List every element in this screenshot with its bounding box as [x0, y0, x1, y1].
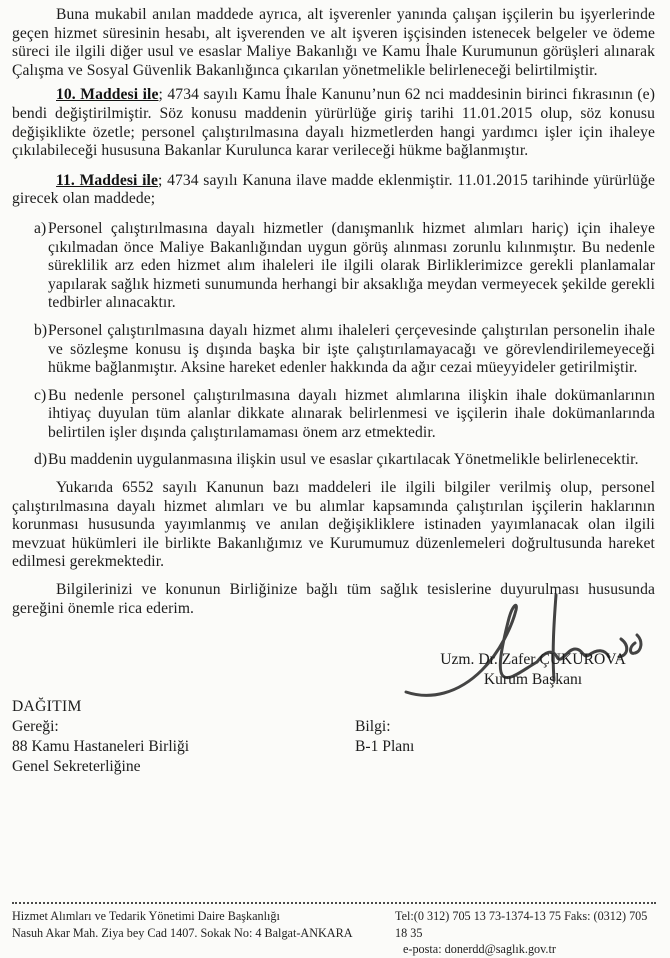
list-item-marker: b) [34, 321, 48, 339]
list-item-marker: a) [34, 219, 47, 237]
paragraph-closing: Bilgilerinizi ve konunun Birliğinize bağlı tüm sağlık tesislerine duyurulması hususunda gereğini önemle rica ederim. [12, 581, 655, 617]
distribution-bilgi-value: B-1 Planı [355, 738, 415, 755]
list-item [12, 451, 655, 470]
distribution-heading: DAĞITIM [12, 698, 82, 715]
distribution-geregi-line2: Genel Sekreterliğine [12, 758, 141, 775]
article-11-lead: 11. Maddesi ile [56, 171, 158, 189]
distribution-bilgi-label: Bilgi: [355, 718, 391, 735]
distribution-bilgi-block [355, 717, 414, 757]
footer-department-name: Hizmet Alımları ve Tedarik Yönetimi Daire Başkanlığı [12, 909, 280, 923]
article-10-text: ; 4734 sayılı Kamu İhale Kanunu’nun 62 nci maddesinin birinci fıkrasının (e) bendi değiştirilmiştir. Söz konusu maddenin yürürlüğe giriş tarihi 11.01.2015 olup, söz konusu değişiklikte özetle; personel çalıştırılmasına dayalı hizmetlerden hangi yardımcı işler için ihaleye çıkılabileceği hususuna Bakanlar Kurulunca karar verileceği hükme bağlanmıştır. [12, 86, 655, 160]
list-item-text: Personel çalıştırılmasına dayalı hizmet alımı ihaleleri çerçevesinde çalıştırılan personelin ihale ve sözleşme konusu iş dışında başka bir işte çalıştırılamayacağı ve görevlendirilemeyeceği hükme bağlanmıştır. Aksine hareket edenler hakkında da ağır cezai müeyyideler getirilmiştir. [48, 321, 655, 377]
paragraph-summary: Yukarıda 6552 sayılı Kanunun bazı maddeleri ile ilgili bilgiler verilmiş olup, personel çalıştırılmasına dayalı hizmet alımları ve bu alımlar kapsamında çalıştırılan işçilerin haklarının korunması hususunda yayımlanmış ve anılan değişikliklere istinaden yayımlanacak olan ilgili mevzuat hükümleri ile birlikte Bakanlığımız ve Kurumumuz düzenlemeleri doğrultusunda hareket edilmesi gerekmektedir. [12, 479, 655, 571]
footer-contact-block [395, 908, 656, 958]
article-10-lead: 10. Maddesi ile [56, 86, 159, 104]
list-item [12, 220, 655, 313]
list-item-text: Bu maddenin uygulanmasına ilişkin usul ve esaslar çıkartılacak Yönetmelikle belirlenecektir. [48, 451, 639, 469]
footer-department-block [12, 908, 395, 958]
list-item-text: Personel çalıştırılmasına dayalı hizmetler (danışmanlık hizmet alımları hariç) için ihaleye çıkılmadan önce Maliye Bakanlığından uygun görüş alınması zorunlu kılınmıştır. Bu nedenle süreklilik arz eden hizmet alım ihaleleri ile ilgili olarak Birliklerimizce gerekli planlamalar yapılarak sağlık hizmeti sunumunda herhangi bir aksaklığa meydan vermeyecek şekilde gerekli tedbirler alınacaktır. [48, 219, 655, 312]
signature-block [408, 650, 658, 690]
paragraph-article-11 [12, 172, 655, 209]
list-item-text: Bu nedenle personel çalıştırılmasına dayalı hizmet alımlarına ilişkin ihale dokümanlarının ihtiyaç duyulan tüm alanlar dikkate alınarak belirlenmesi ve işçilerin ihale dokümanlarında belirtilen işler dışında çalıştırılamaması önem arz etmektedir. [48, 386, 655, 441]
list-item-marker: c) [34, 386, 47, 404]
footer-department-address: Nasuh Akar Mah. Ziya bey Cad 1407. Sokak No: 4 Balgat-ANKARA [12, 925, 353, 940]
distribution-geregi-line1: 88 Kamu Hastaneleri Birliği [12, 738, 190, 755]
signer-title: Kurum Başkanı [483, 671, 583, 688]
article-11-text: ; 4734 sayılı Kanuna ilave madde eklenmiştir. 11.01.2015 tarihinde yürürlüğe girecek olan maddede; [12, 171, 655, 208]
paragraph-article-10 [12, 86, 655, 160]
footer-email: e-posta: donerdd@saglık.gov.tr [403, 942, 556, 956]
paragraph-intro: Buna mukabil anılan maddede ayrıca, alt işverenler yanında çalışan işçilerin bu işyerlerinde geçen hizmet süresinin hesabı, alt işverenden ve alt işveren işçisinden istenecek belgeler ve ödeme süreci ile ilgili diğer usul ve esaslar Maliye Bakanlığı ve Kamu İhale Kurumunun görüşleri alınarak Çalışma ve Sosyal Güvenlik Bakanlığınca çıkarılan yönetmelikle belirleneceği belirtilmiştir. [12, 6, 655, 79]
distribution-block [12, 697, 189, 777]
lettered-list [12, 220, 655, 470]
footer [12, 902, 656, 958]
list-item [12, 322, 655, 378]
signer-name: Uzm. Dr. Zafer ÇUKUROVA [440, 651, 626, 668]
distribution-geregi-label: Gereği: [12, 718, 59, 735]
footer-phone-fax: Tel:(0 312) 705 13 73-1374-13 75 Faks: (0312) 705 18 35 [395, 909, 648, 940]
list-item-marker: d) [34, 451, 48, 469]
list-item [12, 387, 655, 443]
